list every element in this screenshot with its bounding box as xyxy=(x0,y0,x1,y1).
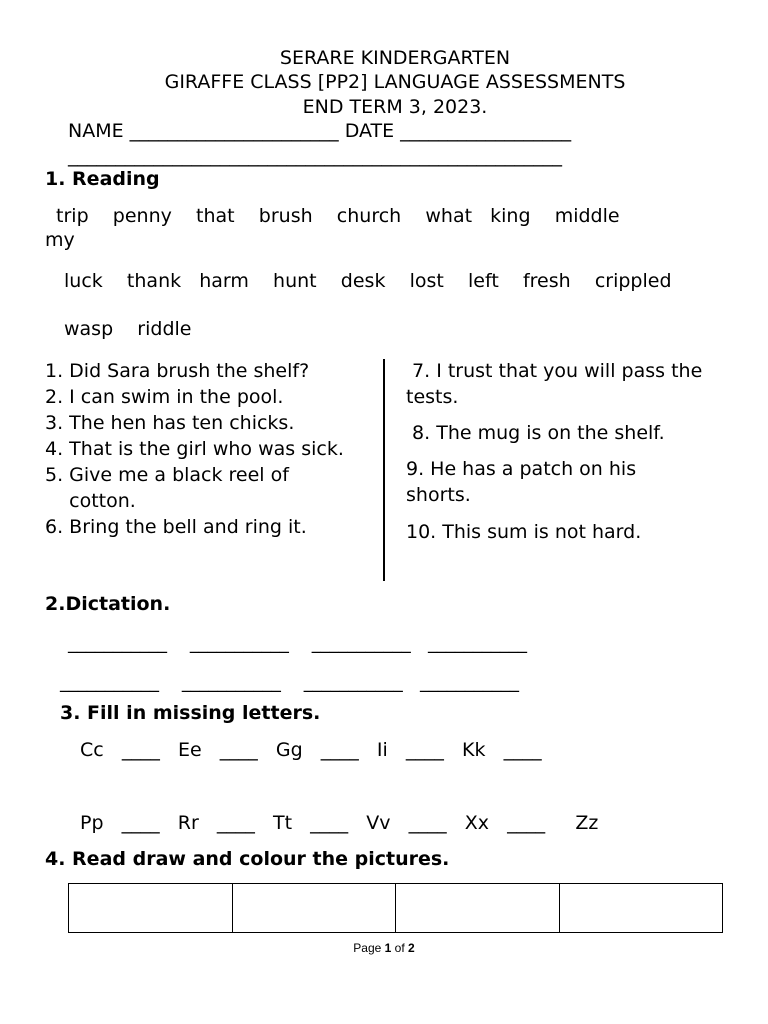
dictation-heading: 2.Dictation. xyxy=(45,593,171,615)
drawing-box-4[interactable] xyxy=(559,884,723,933)
reading-words-row-3: wasp riddle xyxy=(64,318,192,340)
fill-letters-heading: 3. Fill in missing letters. xyxy=(60,702,321,724)
dictation-blanks-row-2: ___________ ___________ ___________ ___________ xyxy=(60,672,519,693)
sentence-5-continued: cotton. xyxy=(45,490,136,512)
fill-letters-row-2: Pp ____ Rr ____ Tt ____ Vv ____ Xx ____ Zz xyxy=(80,812,599,834)
sentence-8: 8. The mug is on the shelf. xyxy=(406,422,665,444)
sentence-10: 10. This sum is not hard. xyxy=(406,521,642,543)
class-title: GIRAFFE CLASS [PP2] LANGUAGE ASSESSMENTS xyxy=(164,71,626,93)
drawing-box-1[interactable] xyxy=(69,884,233,933)
column-divider xyxy=(383,359,385,581)
page-word: Page xyxy=(353,941,382,955)
sentence-6: 6. Bring the bell and ring it. xyxy=(45,516,307,538)
name-date-line: NAME ______________________ DATE __________________ xyxy=(68,120,572,142)
sentence-7: 7. I trust that you will pass the xyxy=(406,360,703,382)
sentence-3: 3. The hen has ten chicks. xyxy=(45,412,295,434)
sentence-1: 1. Did Sara brush the shelf? xyxy=(45,360,310,382)
page-footer xyxy=(0,941,768,955)
reading-heading: 1. Reading xyxy=(45,168,160,190)
term-title: END TERM 3, 2023. xyxy=(302,96,488,118)
draw-colour-heading: 4. Read draw and colour the pictures. xyxy=(45,848,450,870)
sentence-4: 4. That is the girl who was sick. xyxy=(45,438,344,460)
drawing-boxes-table xyxy=(68,883,723,933)
sentence-9: 9. He has a patch on his xyxy=(406,458,637,480)
school-name: SERARE KINDERGARTEN xyxy=(279,47,511,69)
reading-words-row-1: trip penny that brush church what king middle xyxy=(50,205,620,227)
extra-blank-line: ____________________________________________________ xyxy=(68,145,562,167)
drawing-box-3[interactable] xyxy=(396,884,560,933)
sentence-2: 2. I can swim in the pool. xyxy=(45,386,284,408)
of-word: of xyxy=(394,941,405,955)
reading-words-row-2: luck thank harm hunt desk lost left fresh crippled xyxy=(64,270,672,292)
page-number: 1 xyxy=(384,941,392,955)
drawing-box-2[interactable] xyxy=(232,884,396,933)
dictation-blanks-row-1: ___________ ___________ ___________ ___________ xyxy=(68,633,527,654)
fill-letters-row-1: Cc ____ Ee ____ Gg ____ Ii ____ Kk ____ xyxy=(80,739,542,761)
sentence-5: 5. Give me a black reel of xyxy=(45,464,289,486)
page-total: 2 xyxy=(408,941,415,955)
sentence-9-continued: shorts. xyxy=(406,484,471,506)
reading-words-row-1-wrap: my xyxy=(45,229,75,251)
sentence-7-continued: tests. xyxy=(406,386,459,408)
